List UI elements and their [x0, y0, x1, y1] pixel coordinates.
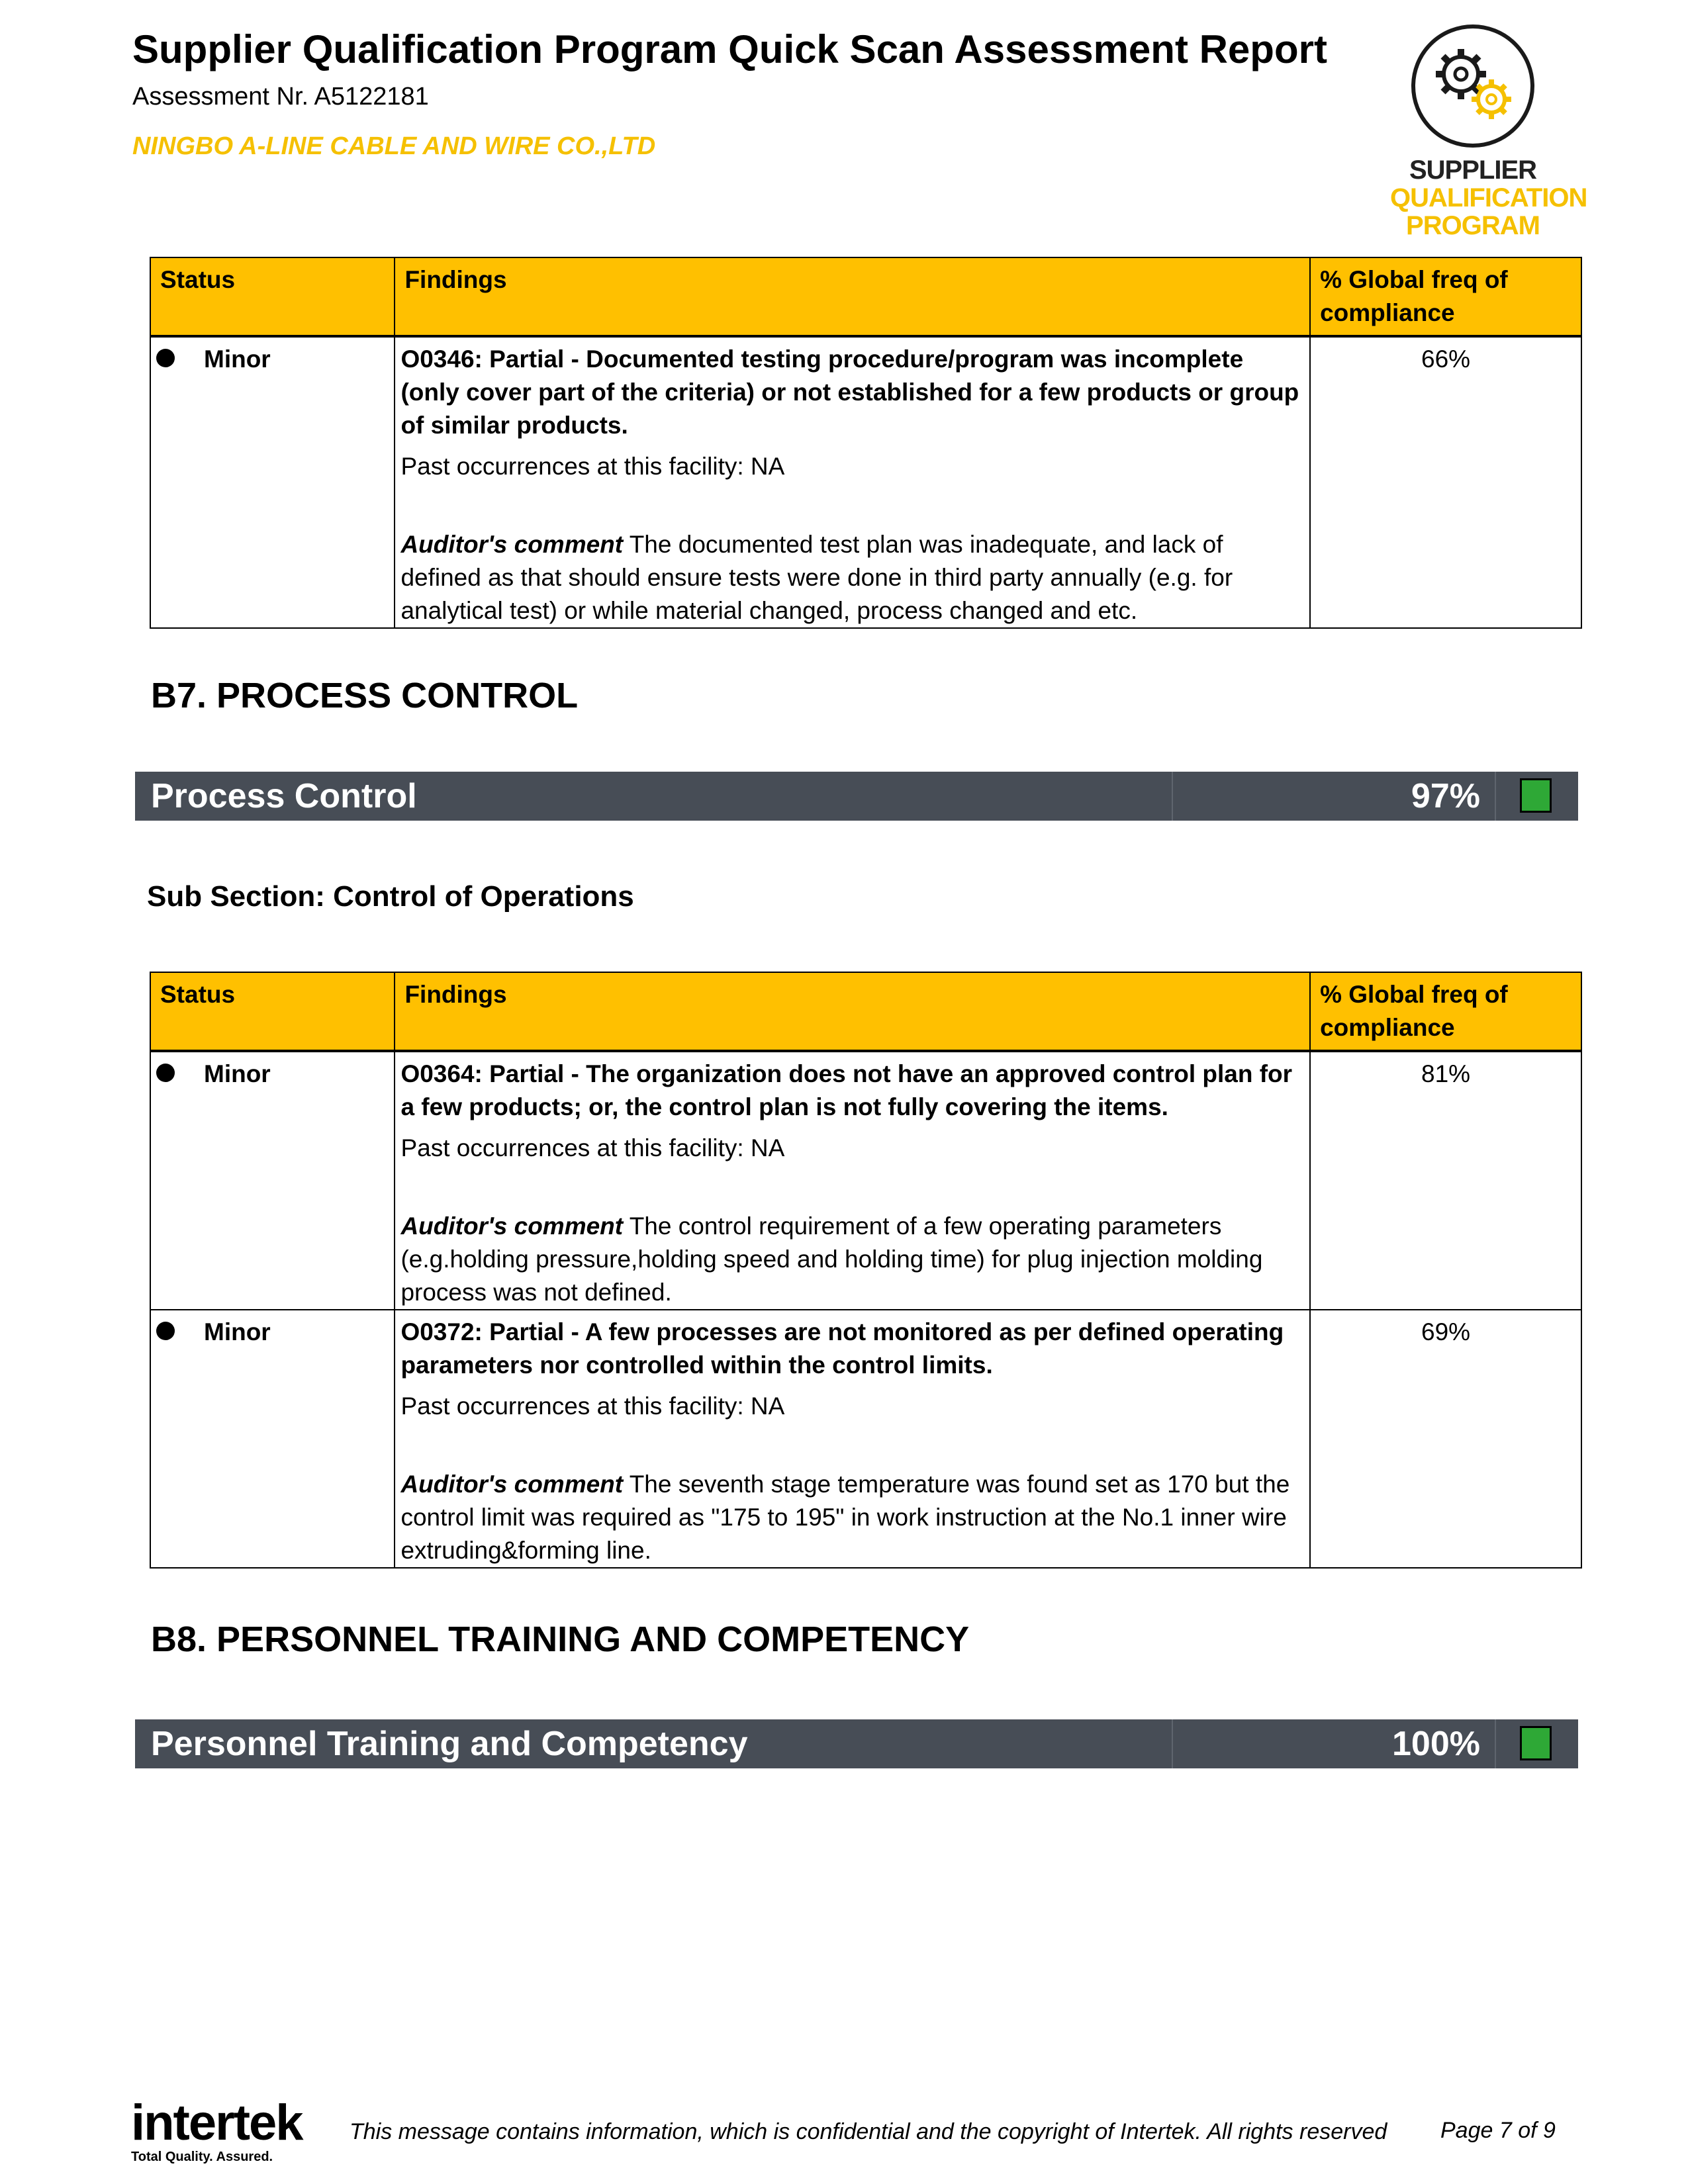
- status-cell: [150, 1051, 395, 1310]
- bar-label: Personnel Training and Competency: [151, 1725, 748, 1763]
- status-label: Minor: [204, 345, 271, 373]
- findings-header: Findings: [395, 257, 1310, 336]
- assessment-number: Assessment Nr. A5122181: [132, 83, 429, 111]
- intertek-logo: [131, 2095, 303, 2165]
- table-row: [150, 1051, 1581, 1310]
- finding-cell: [395, 1051, 1310, 1310]
- finding-title: O0364: Partial - The organization does not have an approved control plan for a few products; or, the control plan is not fully covering the items.: [400, 1060, 1293, 1120]
- bar-percent: 100%: [1392, 1725, 1480, 1763]
- findings-header: Findings: [395, 972, 1310, 1051]
- logo-line-1: SUPPLIER: [1409, 156, 1537, 185]
- comment-label: Auditor's comment: [400, 531, 624, 558]
- comment-label: Auditor's comment: [400, 1471, 624, 1498]
- freq-value: 69%: [1310, 1310, 1581, 1568]
- bar-percent: 97%: [1411, 777, 1480, 815]
- status-square-icon: [1520, 778, 1552, 813]
- table-row: [150, 336, 1581, 628]
- finding-title: O0372: Partial - A few processes are not monitored as per defined operating parameters nor controlled within the control limits.: [400, 1318, 1284, 1379]
- status-label: Minor: [204, 1318, 271, 1345]
- logo-line-2: QUALIFICATION: [1390, 183, 1587, 212]
- logo-line-3: PROGRAM: [1406, 211, 1540, 240]
- page-number: Page 7 of 9: [1440, 2118, 1556, 2143]
- comment-text: The seventh stage temperature was found set as 170 but the control limit was required as "175 to 195" in work instruction at the No.1 inner wire extruding&forming line.: [400, 1471, 1290, 1564]
- report-title: Supplier Qualification Program Quick Scan Assessment Report: [132, 27, 1327, 71]
- past-occurrences: Past occurrences at this facility: NA: [400, 1392, 785, 1420]
- bar-label: Process Control: [151, 777, 417, 815]
- sqp-logo: [1390, 20, 1587, 240]
- finding-cell: [395, 336, 1310, 628]
- freq-header: % Global freq of compliance: [1310, 972, 1581, 1051]
- findings-table-1: [150, 257, 1582, 629]
- score-bar-process-control: [135, 772, 1578, 821]
- company-name: NINGBO A-LINE CABLE AND WIRE CO.,LTD: [132, 132, 656, 160]
- section-heading-b8: B8. PERSONNEL TRAINING AND COMPETENCY: [151, 1619, 970, 1659]
- gears-icon: [1407, 20, 1539, 152]
- status-square-icon: [1520, 1726, 1552, 1760]
- freq-value: 66%: [1310, 336, 1581, 628]
- finding-cell: [395, 1310, 1310, 1568]
- auditor-comment: [400, 1210, 1304, 1309]
- confidentiality-notice: This message contains information, which is confidential and the copyright of Intertek. All rights reserved: [350, 2119, 1387, 2144]
- brand-tagline: Total Quality. Assured.: [131, 2150, 273, 2164]
- subsection-title: Sub Section: Control of Operations: [147, 880, 634, 913]
- past-occurrences: Past occurrences at this facility: NA: [400, 453, 785, 480]
- auditor-comment: [400, 528, 1304, 627]
- table-row: [150, 1310, 1581, 1568]
- findings-table-2: [150, 972, 1582, 1569]
- status-label: Minor: [204, 1060, 271, 1087]
- status-cell: [150, 1310, 395, 1568]
- comment-text: The documented test plan was inadequate, and lack of defined as that should ensure tests were done in third party annually (e.g. for analytical test) or while material changed, process changed and etc.: [400, 531, 1233, 624]
- status-cell: [150, 336, 395, 628]
- brand-name: intertek: [131, 2095, 303, 2151]
- bullet-icon: [156, 349, 175, 367]
- finding-title: O0346: Partial - Documented testing procedure/program was incomplete (only cover part of the criteria) or not established for a few products or group of similar products.: [400, 345, 1299, 439]
- freq-value: 81%: [1310, 1051, 1581, 1310]
- comment-text: The control requirement of a few operating parameters (e.g.holding pressure,holding speed and holding time) for plug injection molding process was not defined.: [400, 1212, 1263, 1306]
- bullet-icon: [156, 1064, 175, 1082]
- score-bar-personnel-training: [135, 1719, 1578, 1768]
- freq-header: % Global freq of compliance: [1310, 257, 1581, 336]
- bullet-icon: [156, 1322, 175, 1340]
- auditor-comment: [400, 1468, 1304, 1567]
- past-occurrences: Past occurrences at this facility: NA: [400, 1134, 785, 1161]
- status-header: Status: [150, 257, 395, 336]
- comment-label: Auditor's comment: [400, 1212, 624, 1240]
- status-header: Status: [150, 972, 395, 1051]
- section-heading-b7: B7. PROCESS CONTROL: [151, 676, 579, 715]
